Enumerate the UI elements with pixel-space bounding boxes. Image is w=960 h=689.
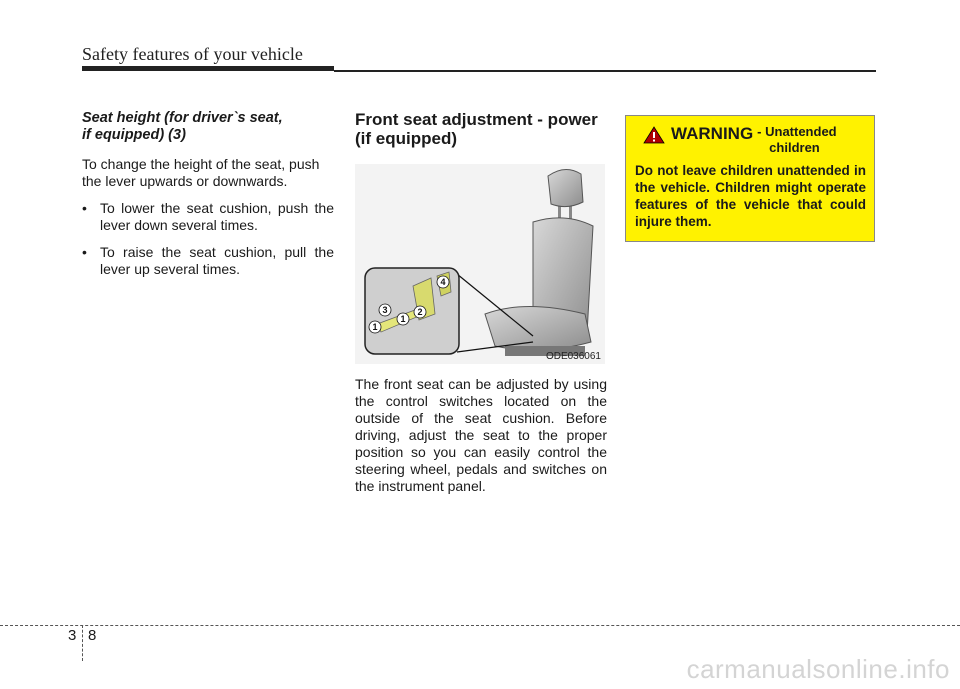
bullet-lower-text: To lower the seat cushion, push the lever down several times. <box>100 200 334 233</box>
column-power-seat <box>355 110 607 495</box>
warning-title: WARNING <box>671 124 754 143</box>
heading-line-2: (if equipped) <box>355 129 457 148</box>
subheading-line-2: if equipped) (3) <box>82 127 186 143</box>
warning-body: Do not leave children unattended in the vehicle. Children might operate features of the vehicle that could injure them. <box>635 163 866 229</box>
warning-subtitle-line-1: - Unattended <box>757 124 837 139</box>
header-rule-thin <box>334 70 876 72</box>
callout-2: 2 <box>417 307 423 317</box>
seat-illustration <box>355 164 605 364</box>
bullet-dot: • <box>82 244 87 260</box>
callout-4: 4 <box>440 277 446 287</box>
warning-subtitle-line-2: children <box>769 140 820 155</box>
seat-height-subheading <box>82 110 334 144</box>
bullet-raise-text: To raise the seat cushion, pull the lever up several times. <box>100 244 334 277</box>
callout-1b: 1 <box>400 314 406 324</box>
bullet-lower <box>82 200 334 234</box>
callout-3: 3 <box>382 305 388 315</box>
page-number: 8 <box>88 627 97 644</box>
header-rule-thick <box>82 66 334 71</box>
footer-divider <box>82 625 83 661</box>
heading-line-1: Front seat adjustment - power <box>355 110 598 129</box>
chapter-number: 3 <box>68 627 77 644</box>
footer-rule <box>0 625 960 626</box>
callout-1a: 1 <box>372 322 378 332</box>
warning-header <box>635 124 866 156</box>
seat-height-bullets <box>82 200 334 278</box>
bullet-dot: • <box>82 200 87 216</box>
page-header-title: Safety features of your vehicle <box>82 44 303 64</box>
power-seat-body: The front seat can be adjusted by using the control switches located on the outside of the seat cushion. Before driving, adjust the seat to the proper position so you can easily control the steering wheel, pedals and switches on the instrument panel. <box>355 376 607 494</box>
seat-height-intro: To change the height of the seat, push the lever upwards or downwards. <box>82 156 320 189</box>
column-seat-height <box>82 110 334 288</box>
subheading-line-1: Seat height (for driver`s seat, <box>82 110 283 126</box>
watermark: carmanualsonline.info <box>686 654 950 684</box>
headrest-shape <box>548 169 583 206</box>
bullet-raise <box>82 244 334 278</box>
seat-drawing <box>355 164 605 364</box>
power-seat-heading <box>355 110 607 148</box>
figure-code: ODE036061 <box>545 351 601 362</box>
warning-triangle-icon <box>643 126 665 144</box>
cushion-shape <box>485 307 591 351</box>
warning-subtitle <box>753 124 836 156</box>
warning-box <box>625 115 875 242</box>
